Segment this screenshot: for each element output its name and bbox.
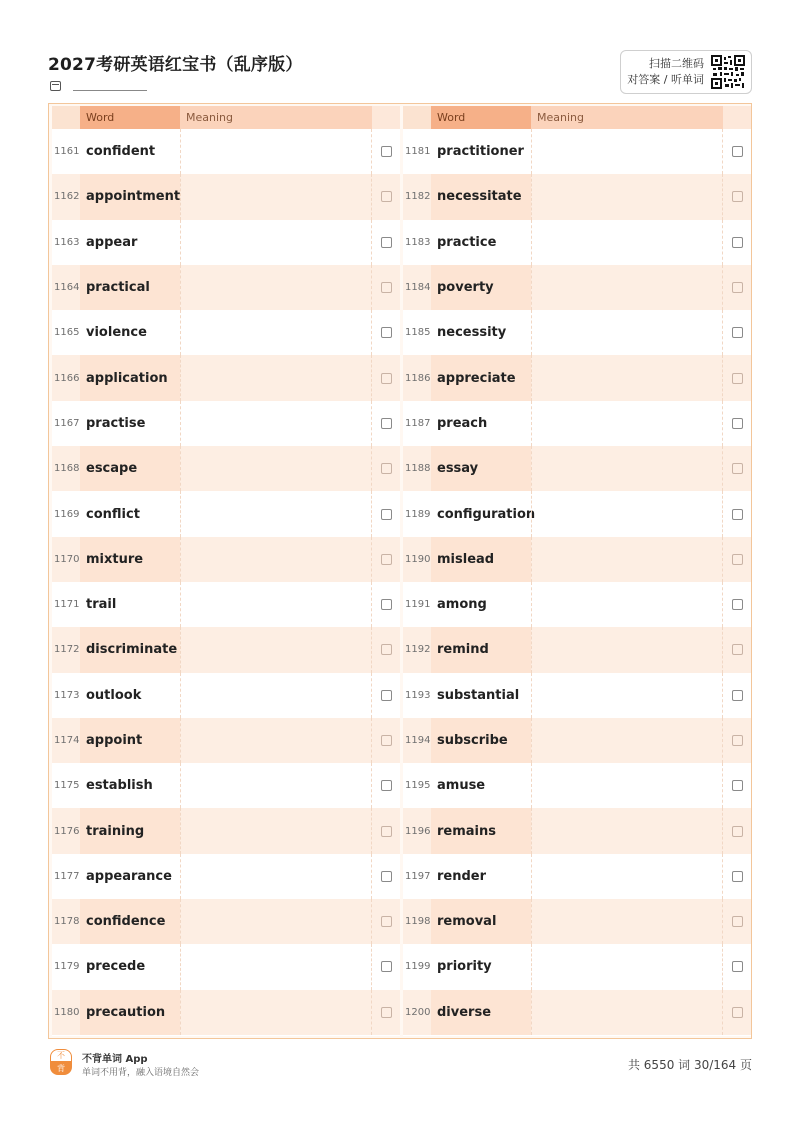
table-row xyxy=(52,899,400,944)
header-check-cell xyxy=(723,106,751,129)
word-text: necessitate xyxy=(431,174,531,219)
word-text: render xyxy=(437,868,487,884)
word-text: essay xyxy=(431,446,531,491)
word-text: practitioner xyxy=(437,144,524,160)
table-row xyxy=(52,401,400,446)
right-rows xyxy=(403,129,751,1035)
word-number: 1197 xyxy=(405,870,431,882)
word-number: 1190 xyxy=(405,553,431,565)
checkbox[interactable] xyxy=(381,509,392,520)
table-row xyxy=(52,718,400,763)
checkbox[interactable] xyxy=(732,509,743,520)
checkbox[interactable] xyxy=(732,599,743,610)
word-number: 1165 xyxy=(54,327,80,339)
table-row xyxy=(52,808,400,853)
check-cell xyxy=(372,282,400,293)
qr-caption-line2: 对答案 / 听单词 xyxy=(627,73,704,86)
check-cell xyxy=(372,599,400,610)
checkbox[interactable] xyxy=(732,1007,743,1018)
word-number: 1194 xyxy=(405,735,431,746)
word-number: 1191 xyxy=(405,599,431,611)
word-text: discriminate xyxy=(80,627,180,672)
table-row xyxy=(403,763,751,808)
check-cell xyxy=(723,735,751,746)
meaning-field[interactable] xyxy=(531,899,723,944)
word-text: appointment xyxy=(80,174,180,219)
word-number: 1164 xyxy=(54,282,80,294)
table-row xyxy=(52,355,400,400)
word-number: 1177 xyxy=(54,870,80,882)
meaning-field[interactable] xyxy=(180,808,372,853)
check-cell xyxy=(372,191,400,202)
word-number: 1161 xyxy=(54,146,80,158)
word-text: application xyxy=(80,355,180,400)
check-cell xyxy=(372,644,400,655)
left-rows xyxy=(52,129,400,1035)
meaning-field[interactable] xyxy=(180,673,372,718)
word-text: necessity xyxy=(437,325,507,341)
table-row xyxy=(52,446,400,491)
meaning-field[interactable] xyxy=(531,310,723,355)
word-number: 1196 xyxy=(405,825,431,837)
table-row xyxy=(403,129,751,174)
word-number: 1182 xyxy=(405,191,431,203)
word-text: appearance xyxy=(86,868,172,884)
checkbox[interactable] xyxy=(381,871,392,882)
word-text: practice xyxy=(437,234,497,250)
table-row xyxy=(403,265,751,310)
meaning-field[interactable] xyxy=(531,355,723,400)
check-cell xyxy=(723,237,751,248)
table-row xyxy=(52,174,400,219)
table-row xyxy=(403,491,751,536)
checkbox[interactable] xyxy=(732,735,743,746)
checkbox[interactable] xyxy=(381,735,392,746)
word-text: mixture xyxy=(80,537,180,582)
word-number: 1186 xyxy=(405,372,431,384)
qr-panel[interactable] xyxy=(620,50,752,94)
meaning-field[interactable] xyxy=(531,627,723,672)
meaning-field[interactable] xyxy=(180,990,372,1035)
checkbox[interactable] xyxy=(381,418,392,429)
header-word: Word xyxy=(80,106,180,129)
word-text: practise xyxy=(86,415,146,431)
checkbox[interactable] xyxy=(732,644,743,655)
check-cell xyxy=(723,191,751,202)
word-number: 1199 xyxy=(405,961,431,973)
table-row xyxy=(403,446,751,491)
table-row xyxy=(403,718,751,763)
table-row xyxy=(403,899,751,944)
word-number: 1167 xyxy=(54,417,80,429)
meaning-field[interactable] xyxy=(531,990,723,1035)
header-number-cell xyxy=(403,106,431,129)
left-column xyxy=(52,106,400,1036)
calendar-icon xyxy=(50,81,61,91)
word-number: 1170 xyxy=(54,553,80,565)
date-row xyxy=(50,80,147,91)
word-number: 1188 xyxy=(405,463,431,475)
checkbox[interactable] xyxy=(732,871,743,882)
table-row xyxy=(403,220,751,265)
table-row xyxy=(52,537,400,582)
word-text: violence xyxy=(86,325,147,341)
checkbox[interactable] xyxy=(381,916,392,927)
right-column xyxy=(403,106,751,1036)
word-number: 1163 xyxy=(54,236,80,248)
table-row xyxy=(52,129,400,174)
checkbox[interactable] xyxy=(381,961,392,972)
word-text: preach xyxy=(437,415,488,431)
table-row xyxy=(52,582,400,627)
meaning-field[interactable] xyxy=(180,355,372,400)
word-number: 1200 xyxy=(405,1006,431,1018)
header-number-cell xyxy=(52,106,80,129)
checkbox[interactable] xyxy=(732,780,743,791)
meaning-field[interactable] xyxy=(180,854,372,899)
word-text: trail xyxy=(86,597,117,613)
meaning-field[interactable] xyxy=(531,174,723,219)
check-cell xyxy=(723,871,751,882)
app-logo-icon xyxy=(50,1049,72,1077)
meaning-field[interactable] xyxy=(180,582,372,627)
check-cell xyxy=(723,780,751,791)
word-text: practical xyxy=(80,265,180,310)
header-word: Word xyxy=(431,106,531,129)
meaning-field[interactable] xyxy=(180,537,372,582)
word-text: mislead xyxy=(431,537,531,582)
check-cell xyxy=(723,509,751,520)
table-row xyxy=(403,582,751,627)
word-number: 1174 xyxy=(54,735,80,746)
word-number: 1189 xyxy=(405,508,431,520)
table-header xyxy=(52,106,400,129)
checkbox[interactable] xyxy=(381,191,392,202)
check-cell xyxy=(372,237,400,248)
table-row xyxy=(52,944,400,989)
checkbox[interactable] xyxy=(732,327,743,338)
table-row xyxy=(403,627,751,672)
word-text: outlook xyxy=(86,687,142,703)
checkbox[interactable] xyxy=(732,463,743,474)
meaning-field[interactable] xyxy=(180,401,372,446)
table-row xyxy=(403,355,751,400)
meaning-field[interactable] xyxy=(531,763,723,808)
word-number: 1169 xyxy=(54,508,80,520)
meaning-field[interactable] xyxy=(531,265,723,310)
word-number: 1195 xyxy=(405,780,431,792)
meaning-field[interactable] xyxy=(531,446,723,491)
check-cell xyxy=(723,554,751,565)
checkbox[interactable] xyxy=(381,554,392,565)
word-number: 1192 xyxy=(405,644,431,656)
word-text: subscribe xyxy=(431,718,531,763)
word-text: conflict xyxy=(86,506,140,522)
check-cell xyxy=(372,463,400,474)
header-meaning: Meaning xyxy=(180,106,372,129)
word-number: 1175 xyxy=(54,780,80,792)
word-number: 1184 xyxy=(405,282,431,294)
table-row xyxy=(403,808,751,853)
check-cell xyxy=(723,961,751,972)
check-cell xyxy=(372,1007,400,1018)
word-number: 1198 xyxy=(405,916,431,928)
checkbox[interactable] xyxy=(381,237,392,248)
check-cell xyxy=(723,463,751,474)
meaning-field[interactable] xyxy=(180,310,372,355)
checkbox[interactable] xyxy=(381,1007,392,1018)
checkbox[interactable] xyxy=(732,418,743,429)
meaning-field[interactable] xyxy=(180,944,372,989)
checkbox[interactable] xyxy=(381,690,392,701)
table-row xyxy=(52,854,400,899)
word-text: poverty xyxy=(431,265,531,310)
meaning-field[interactable] xyxy=(180,174,372,219)
word-text: escape xyxy=(80,446,180,491)
meaning-field[interactable] xyxy=(180,265,372,310)
qr-caption xyxy=(625,56,711,88)
date-blank[interactable] xyxy=(73,90,147,91)
check-cell xyxy=(372,826,400,837)
table-row xyxy=(403,174,751,219)
check-cell xyxy=(723,916,751,927)
word-number: 1180 xyxy=(54,1006,80,1018)
qr-caption-line1: 扫描二维码 xyxy=(649,57,704,70)
word-text: appreciate xyxy=(431,355,531,400)
word-text: configuration xyxy=(437,506,536,522)
table-row xyxy=(52,627,400,672)
meaning-field[interactable] xyxy=(180,129,372,174)
word-number: 1176 xyxy=(54,825,80,837)
checkbox[interactable] xyxy=(381,599,392,610)
checkbox[interactable] xyxy=(732,373,743,384)
checkbox[interactable] xyxy=(732,826,743,837)
meaning-field[interactable] xyxy=(180,718,372,763)
checkbox[interactable] xyxy=(381,327,392,338)
meaning-field[interactable] xyxy=(531,537,723,582)
meaning-field[interactable] xyxy=(531,401,723,446)
table-row xyxy=(52,491,400,536)
table-row xyxy=(52,265,400,310)
logo-bottom: 背 xyxy=(50,1062,72,1075)
check-cell xyxy=(723,282,751,293)
checkbox[interactable] xyxy=(381,373,392,384)
checkbox[interactable] xyxy=(732,191,743,202)
meaning-field[interactable] xyxy=(531,944,723,989)
meaning-field[interactable] xyxy=(180,899,372,944)
check-cell xyxy=(723,690,751,701)
check-cell xyxy=(372,418,400,429)
word-number: 1173 xyxy=(54,689,80,701)
check-cell xyxy=(372,690,400,701)
word-number: 1178 xyxy=(54,916,80,928)
table-row xyxy=(403,854,751,899)
table-row xyxy=(403,401,751,446)
checkbox[interactable] xyxy=(732,282,743,293)
check-cell xyxy=(372,554,400,565)
meaning-field[interactable] xyxy=(180,627,372,672)
word-number: 1181 xyxy=(405,146,431,158)
meaning-field[interactable] xyxy=(180,763,372,808)
checkbox[interactable] xyxy=(381,826,392,837)
table-row xyxy=(52,990,400,1035)
word-number: 1166 xyxy=(54,372,80,384)
meaning-field[interactable] xyxy=(531,491,723,536)
word-text: among xyxy=(437,597,487,613)
qr-code-icon[interactable] xyxy=(711,55,745,89)
header-meaning: Meaning xyxy=(531,106,723,129)
check-cell xyxy=(372,871,400,882)
word-number: 1168 xyxy=(54,463,80,475)
word-text: training xyxy=(80,808,180,853)
table-row xyxy=(52,673,400,718)
word-text: confidence xyxy=(80,899,180,944)
meaning-field[interactable] xyxy=(531,582,723,627)
word-text: precaution xyxy=(80,990,180,1035)
check-cell xyxy=(372,373,400,384)
check-cell xyxy=(723,826,751,837)
meaning-field[interactable] xyxy=(531,129,723,174)
word-text: establish xyxy=(86,778,153,794)
table-row xyxy=(52,763,400,808)
table-row xyxy=(403,944,751,989)
header-check-cell xyxy=(372,106,400,129)
word-table xyxy=(48,103,752,1039)
checkbox[interactable] xyxy=(732,961,743,972)
check-cell xyxy=(372,146,400,157)
meaning-field[interactable] xyxy=(531,220,723,265)
page-title: 2027考研英语红宝书（乱序版） xyxy=(48,55,303,75)
table-row xyxy=(403,310,751,355)
check-cell xyxy=(723,644,751,655)
meaning-field[interactable] xyxy=(531,718,723,763)
checkbox[interactable] xyxy=(381,780,392,791)
checkbox[interactable] xyxy=(732,146,743,157)
app-slogan: 单词不用背，融入语境自然会 xyxy=(82,1068,200,1078)
check-cell xyxy=(723,599,751,610)
checkbox[interactable] xyxy=(732,916,743,927)
table-row xyxy=(52,220,400,265)
meaning-field[interactable] xyxy=(531,673,723,718)
checkbox[interactable] xyxy=(732,690,743,701)
check-cell xyxy=(372,327,400,338)
word-text: diverse xyxy=(431,990,531,1035)
word-text: priority xyxy=(437,959,492,975)
table-row xyxy=(403,537,751,582)
word-text: removal xyxy=(431,899,531,944)
checkbox[interactable] xyxy=(732,237,743,248)
checkbox[interactable] xyxy=(381,282,392,293)
word-number: 1187 xyxy=(405,417,431,429)
word-text: remains xyxy=(431,808,531,853)
checkbox[interactable] xyxy=(381,644,392,655)
meaning-field[interactable] xyxy=(180,446,372,491)
meaning-field[interactable] xyxy=(180,491,372,536)
meaning-field[interactable] xyxy=(531,808,723,853)
meaning-field[interactable] xyxy=(180,220,372,265)
check-cell xyxy=(723,146,751,157)
logo-top: 不 xyxy=(50,1049,72,1062)
meaning-field[interactable] xyxy=(531,854,723,899)
word-text: precede xyxy=(86,959,146,975)
check-cell xyxy=(723,1007,751,1018)
page-count: 共 6550 词 30/164 页 xyxy=(627,1058,752,1072)
word-number: 1162 xyxy=(54,191,80,203)
checkbox[interactable] xyxy=(732,554,743,565)
word-number: 1179 xyxy=(54,961,80,973)
word-number: 1171 xyxy=(54,599,80,611)
check-cell xyxy=(723,327,751,338)
check-cell xyxy=(372,916,400,927)
word-text: amuse xyxy=(437,778,486,794)
word-text: appoint xyxy=(80,718,180,763)
word-text: remind xyxy=(431,627,531,672)
word-number: 1183 xyxy=(405,236,431,248)
word-number: 1193 xyxy=(405,689,431,701)
table-header xyxy=(403,106,751,129)
word-text: substantial xyxy=(437,687,520,703)
checkbox[interactable] xyxy=(381,146,392,157)
table-row xyxy=(403,673,751,718)
word-text: appear xyxy=(86,234,138,250)
check-cell xyxy=(372,961,400,972)
word-number: 1172 xyxy=(54,644,80,656)
table-row xyxy=(52,310,400,355)
word-number: 1185 xyxy=(405,327,431,339)
word-text: confident xyxy=(86,144,156,160)
table-row xyxy=(403,990,751,1035)
check-cell xyxy=(372,735,400,746)
check-cell xyxy=(372,780,400,791)
checkbox[interactable] xyxy=(381,463,392,474)
check-cell xyxy=(723,418,751,429)
app-name: 不背单词 App xyxy=(82,1054,148,1065)
check-cell xyxy=(372,509,400,520)
check-cell xyxy=(723,373,751,384)
